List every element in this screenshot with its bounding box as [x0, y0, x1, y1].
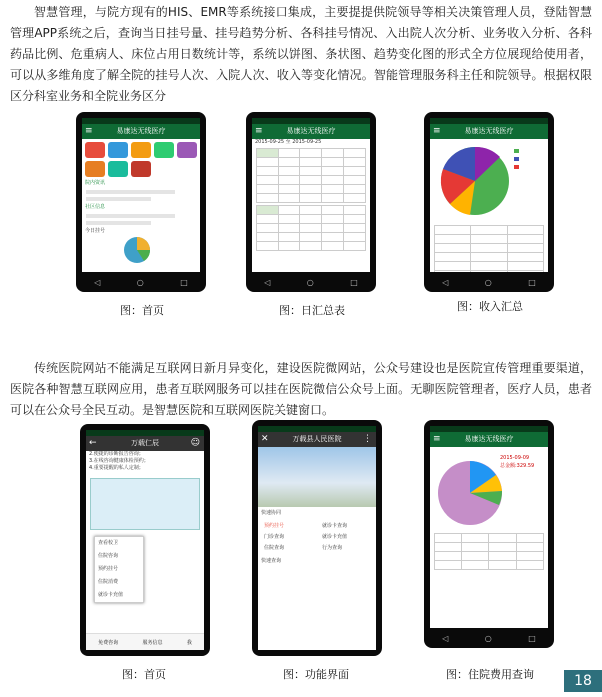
- feature-icon: [85, 142, 105, 158]
- function-item[interactable]: 行为查询: [322, 545, 343, 551]
- app-title: 易康达无线医疗: [464, 435, 514, 443]
- feature-icon: [177, 142, 197, 158]
- phone-inpatient-cost-screenshot: [424, 420, 554, 648]
- account-title: 万载仁辰: [131, 439, 159, 447]
- feature-icon: [108, 161, 128, 177]
- bottom-menu-item[interactable]: 我: [186, 639, 192, 646]
- bottom-menu-item[interactable]: 免费咨询: [98, 639, 119, 646]
- function-item[interactable]: 就诊卡充值: [322, 534, 348, 540]
- menu-item[interactable]: 查看校卫: [98, 540, 119, 546]
- feature-icon: [131, 161, 151, 177]
- feature-icons: [82, 139, 200, 180]
- function-item[interactable]: 就诊卡查询: [322, 523, 348, 529]
- chart-total: 总金额:329.59: [500, 463, 535, 469]
- function-item[interactable]: 预约挂号: [264, 523, 285, 529]
- system-nav: ◁ ○ □: [442, 277, 536, 287]
- chat-line: 4.重要提醒的私人定制；: [89, 465, 144, 471]
- wechat-bottom-menu: [86, 633, 204, 650]
- phone-income-summary-screenshot: [424, 112, 554, 292]
- caption-inpatient-cost: 图：住院费用查询: [446, 668, 534, 681]
- app-title: 易康达无线医疗: [116, 127, 166, 135]
- wechat-paragraph: 传统医院网站不能满足互联网日新月异变化，建设医院微网站，公众号建设也是医院宣传管理重要渠道，医院各种智慧互联网应用，患者互联网服务可以挂在医院微信公众号上面。无聊医院管理者，医疗人员，患者可以在公众号全民互动。是智慧医院和互联网医院关键窗口。: [10, 361, 592, 417]
- chat-line: 3.在线咨询健康体检预约；: [89, 458, 149, 464]
- feature-icon: [131, 142, 151, 158]
- section-community: 社区信息: [85, 204, 106, 210]
- back-icon: ←: [89, 438, 97, 448]
- bottom-menu-item[interactable]: 服务信息: [142, 639, 163, 646]
- feature-icon: [154, 142, 174, 158]
- wechat-bar: [258, 432, 376, 447]
- cost-pie-chart: [430, 447, 540, 527]
- chat-line: 2.便捷的诊断报告咨询；: [89, 451, 144, 457]
- system-nav: ◁ ○ □: [442, 633, 536, 643]
- income-pie-chart: [430, 139, 540, 219]
- caption-income-summary: 图：收入汇总: [457, 300, 523, 313]
- cost-table: [434, 533, 545, 570]
- popup-menu: [94, 536, 144, 603]
- hospital-banner-image: [258, 447, 376, 507]
- menu-item[interactable]: 住院咨询: [98, 553, 119, 559]
- phone-wechat-home-screenshot: [80, 424, 210, 656]
- section-title: 快速协同: [261, 510, 282, 516]
- app-bar: [430, 432, 548, 447]
- function-item[interactable]: 住院查询: [264, 545, 285, 551]
- phone-function-screenshot: [252, 420, 382, 656]
- page-number: 18: [564, 670, 602, 692]
- caption-daily-summary: 图：日汇总表: [279, 304, 345, 317]
- menu-item[interactable]: 就诊卡充值: [98, 592, 124, 598]
- app-bar: [252, 124, 370, 139]
- summary-table-1: [256, 148, 367, 203]
- income-table: [434, 225, 545, 272]
- wechat-bar: [86, 436, 204, 451]
- chart-date: 2015-09-09: [500, 455, 530, 461]
- date-range: 2015-09-25 至 2015-09-25: [255, 139, 322, 145]
- summary-table-2: [256, 205, 367, 251]
- menu-icon: ≡: [433, 434, 441, 444]
- caption-wechat-home: 图：首页: [122, 668, 166, 681]
- intro-paragraph: 智慧管理，与院方现有的HIS、EMR等系统接口集成，主要提提供院领导等相关决策管理人员，登陆智慧管理APP系统之后，查询当日挂号量、挂号趋势分析、各科挂号情况、入出院人次分析、业务收入分析、各科药品比例、危重病人、床位占用日数统计等，系统以饼图、条状图、趋势变化图的形式全方位展现给使用者，可以从多维角度了解全院的挂号人次、入院人次、收入等变化情况。智能管理服务科主任和院领导。根据权限区分科室业务和全院业务区分: [10, 5, 592, 103]
- today-registration: 今日挂号: [85, 228, 106, 234]
- menu-icon: ≡: [255, 126, 263, 136]
- close-icon: ✕: [261, 434, 269, 444]
- user-icon: ☺: [190, 438, 200, 448]
- section-title: 快速查询: [261, 558, 282, 564]
- function-item[interactable]: 门诊查询: [264, 534, 285, 540]
- menu-icon: ≡: [85, 126, 93, 136]
- site-title: 万载县人民医院: [292, 435, 342, 443]
- more-icon: ⋮: [363, 434, 372, 444]
- menu-item[interactable]: 预约挂号: [98, 566, 119, 572]
- caption-function: 图：功能界面: [283, 668, 349, 681]
- pie-chart-icon: [122, 235, 162, 265]
- feature-icon: [85, 161, 105, 177]
- menu-item[interactable]: 住院消费: [98, 579, 119, 585]
- system-nav: ◁ ○ □: [264, 277, 358, 287]
- menu-icon: ≡: [433, 126, 441, 136]
- feature-icon: [108, 142, 128, 158]
- app-title: 易康达无线医疗: [286, 127, 336, 135]
- section-news: 院内资讯: [85, 180, 106, 186]
- promo-banner: [90, 478, 200, 530]
- phone-daily-summary-screenshot: [246, 112, 376, 292]
- app-bar: [82, 124, 200, 139]
- caption-home: 图：首页: [120, 304, 164, 317]
- phone-home-screenshot: [76, 112, 206, 292]
- app-bar: [430, 124, 548, 139]
- system-nav: ◁ ○ □: [94, 277, 188, 287]
- app-title: 易康达无线医疗: [464, 127, 514, 135]
